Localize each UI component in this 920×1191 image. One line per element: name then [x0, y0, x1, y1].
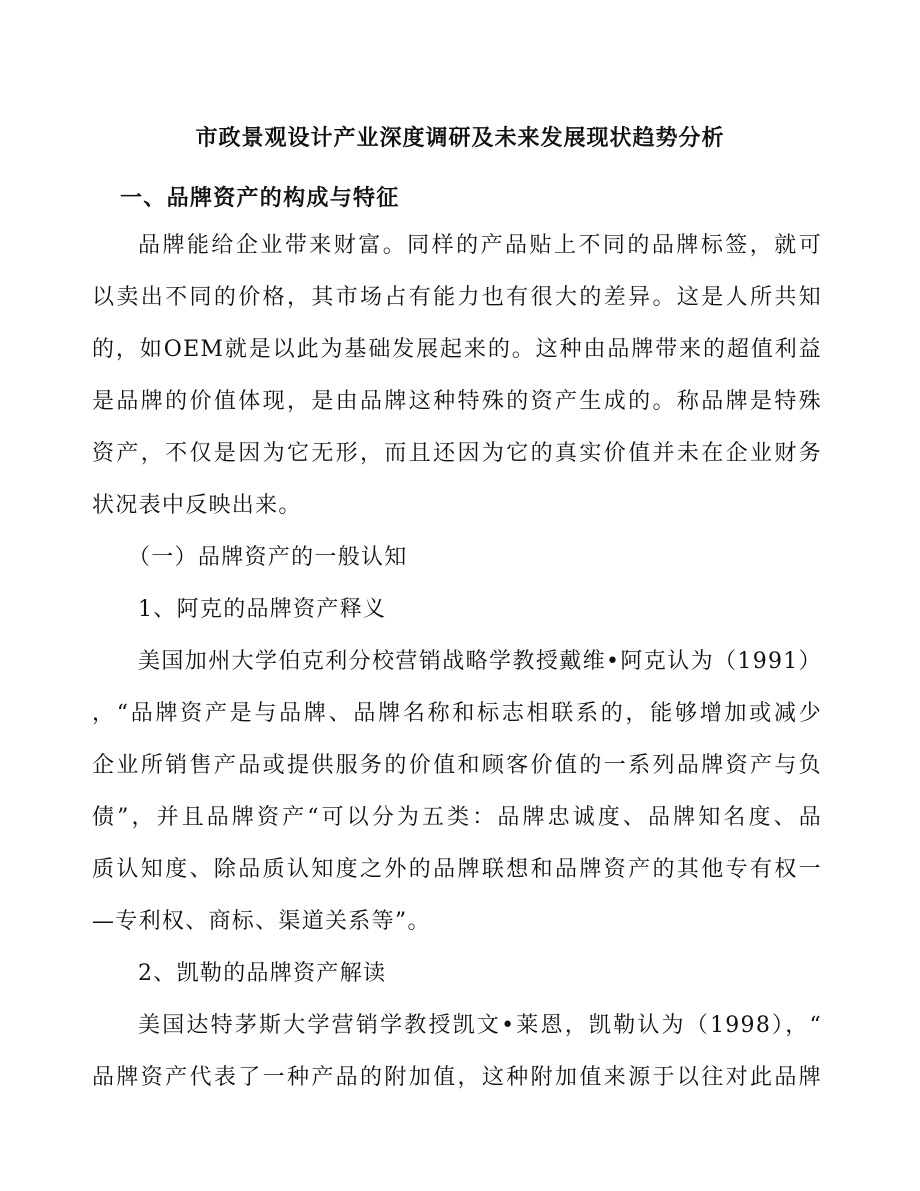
paragraph-line: —专利权、商标、渠道关系等”。: [92, 909, 431, 934]
paragraph-line: 美国加州大学伯克利分校营销战略学教授戴维•阿克认为（1991）: [138, 649, 822, 674]
paragraph-line: 质认知度、除品质认知度之外的品牌联想和品牌资产的其他专有权一: [92, 857, 822, 882]
paragraph-line: 债”，并且品牌资产“可以分为五类：品牌忠诚度、品牌知名度、品: [92, 805, 822, 830]
subsection-heading: （一）品牌资产的一般认知: [128, 545, 408, 570]
paragraph-line: 是品牌的价值体现，是由品牌这种特殊的资产生成的。称品牌是特殊: [92, 389, 822, 414]
paragraph-line: 企业所销售产品或提供服务的价值和顾客价值的一系列品牌资产与负: [92, 753, 822, 778]
paragraph-line: 美国达特茅斯大学营销学教授凯文•莱恩，凯勒认为（1998），“: [138, 1013, 822, 1038]
paragraph-line: 以卖出不同的价格，其市场占有能力也有很大的差异。这是人所共知: [92, 285, 822, 310]
section-heading: 一、品牌资产的构成与特征: [120, 185, 400, 211]
paragraph-line: 品牌资产代表了一种产品的附加值，这种附加值来源于以往对此品牌: [92, 1065, 822, 1090]
document-title: 市政景观设计产业深度调研及未来发展现状趋势分析: [195, 125, 725, 151]
paragraph-line: 状况表中反映出来。: [92, 493, 302, 518]
item-heading: 1、阿克的品牌资产释义: [138, 597, 387, 622]
item-heading: 2、凯勒的品牌资产解读: [138, 961, 387, 986]
paragraph-line: 资产，不仅是因为它无形，而且还因为它的真实价值并未在企业财务: [92, 441, 822, 466]
paragraph-line: ，“品牌资产是与品牌、品牌名称和标志相联系的，能够增加或减少: [92, 701, 822, 726]
paragraph-line: 的，如OEM就是以此为基础发展起来的。这种由品牌带来的超值利益: [92, 337, 822, 362]
paragraph-line: 品牌能给企业带来财富。同样的产品贴上不同的品牌标签，就可: [138, 233, 822, 258]
